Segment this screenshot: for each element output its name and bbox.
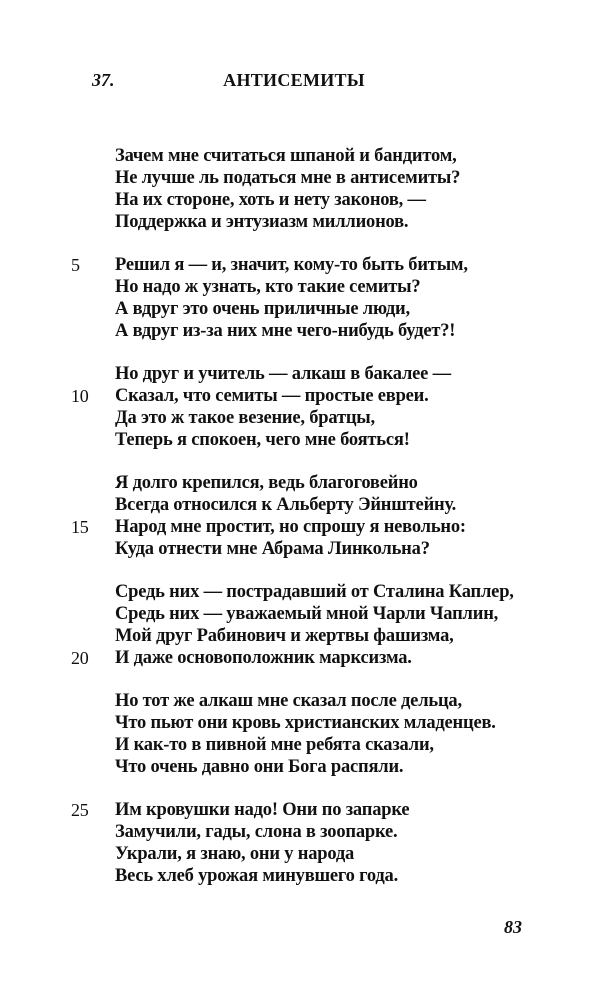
stanza	[71, 363, 514, 451]
verse-line	[115, 538, 514, 560]
verse-text: Мой друг Рабинович и жертвы фашизма,	[115, 626, 454, 646]
verse-line	[115, 734, 514, 756]
verse-text: И даже основоположник марксизма.	[115, 648, 412, 668]
verse-text: Решил я — и, значит, кому-то быть битым,	[115, 255, 468, 275]
poem-number: 37.	[92, 70, 115, 90]
verse-line	[71, 516, 514, 538]
verse-line	[115, 756, 514, 778]
line-number: 20	[71, 648, 89, 668]
line-number: 5	[71, 255, 80, 275]
stanza	[115, 145, 514, 233]
verse-text: Весь хлеб урожая минувшего года.	[115, 866, 399, 886]
verse-text: И как-то в пивной мне ребята сказали,	[115, 735, 434, 755]
verse-line	[115, 581, 514, 603]
verse-text: Что пьют они кровь христианских младенцев.	[115, 713, 496, 733]
verse-text: А вдруг это очень приличные люди,	[115, 299, 410, 319]
verse-text: А вдруг из-за них мне чего-нибудь будет?!	[115, 321, 456, 341]
verse-text: Народ мне простит, но спрошу я невольно:	[115, 517, 466, 537]
verse-line	[115, 276, 514, 298]
verse-line	[71, 254, 514, 276]
verse-line	[115, 865, 514, 887]
verse-text: Зачем мне считаться шпаной и бандитом,	[115, 146, 457, 166]
verse-text: Сказал, что семиты — простые евреи.	[115, 386, 429, 406]
stanza	[71, 799, 514, 887]
verse-line	[115, 843, 514, 865]
verse-text: На их стороне, хоть и нету законов, —	[115, 190, 426, 210]
verse-line	[115, 625, 514, 647]
stanza	[71, 472, 514, 560]
verse-line	[115, 429, 514, 451]
verse-line	[71, 647, 514, 669]
verse-line	[115, 189, 514, 211]
verse-line	[115, 603, 514, 625]
line-number: 25	[71, 800, 89, 820]
verse-text: Но друг и учитель — алкаш в бакалее —	[115, 364, 451, 384]
verse-text: Я долго крепился, ведь благоговейно	[115, 473, 418, 493]
poem-title	[0, 70, 600, 91]
verse-line	[115, 211, 514, 233]
verse-line	[115, 690, 514, 712]
verse-line	[115, 472, 514, 494]
stanza	[115, 690, 514, 778]
verse-line	[115, 320, 514, 342]
verse-text: Им кровушки надо! Они по запарке	[115, 800, 410, 820]
verse-text: Но надо ж узнать, кто такие семиты?	[115, 277, 421, 297]
verse-line	[115, 821, 514, 843]
verse-text: Не лучше ль податься мне в антисемиты?	[115, 168, 461, 188]
line-number: 15	[71, 517, 89, 537]
verse-text: Что очень давно они Бога распяли.	[115, 757, 404, 777]
verse-line	[115, 167, 514, 189]
verse-text: Замучили, гады, слона в зоопарке.	[115, 822, 398, 842]
verse-line	[115, 712, 514, 734]
verse-text: Всегда относился к Альберту Эйнштейну.	[115, 495, 457, 515]
stanza	[71, 581, 514, 669]
verse-line	[115, 298, 514, 320]
verse-text: Теперь я спокоен, чего мне бояться!	[115, 430, 410, 450]
verse-text: Украли, я знаю, они у народа	[115, 844, 355, 864]
verse-text: Да это ж такое везение, братцы,	[115, 408, 375, 428]
verse-line	[115, 145, 514, 167]
poem-body	[71, 145, 514, 908]
verse-text: Куда отнести мне Абрама Линкольна?	[115, 539, 430, 559]
page-number: 83	[504, 917, 522, 937]
poem-title-text: АНТИСЕМИТЫ	[223, 70, 365, 90]
verse-line	[115, 407, 514, 429]
verse-line	[115, 363, 514, 385]
verse-line	[71, 385, 514, 407]
verse-text: Но тот же алкаш мне сказал после дельца,	[115, 691, 462, 711]
verse-text: Средь них — пострадавший от Сталина Каплер,	[115, 582, 514, 602]
verse-line	[115, 494, 514, 516]
stanza	[71, 254, 514, 342]
verse-text: Поддержка и энтузиазм миллионов.	[115, 212, 409, 232]
verse-line	[71, 799, 514, 821]
verse-text: Средь них — уважаемый мной Чарли Чаплин,	[115, 604, 499, 624]
line-number: 10	[71, 386, 89, 406]
